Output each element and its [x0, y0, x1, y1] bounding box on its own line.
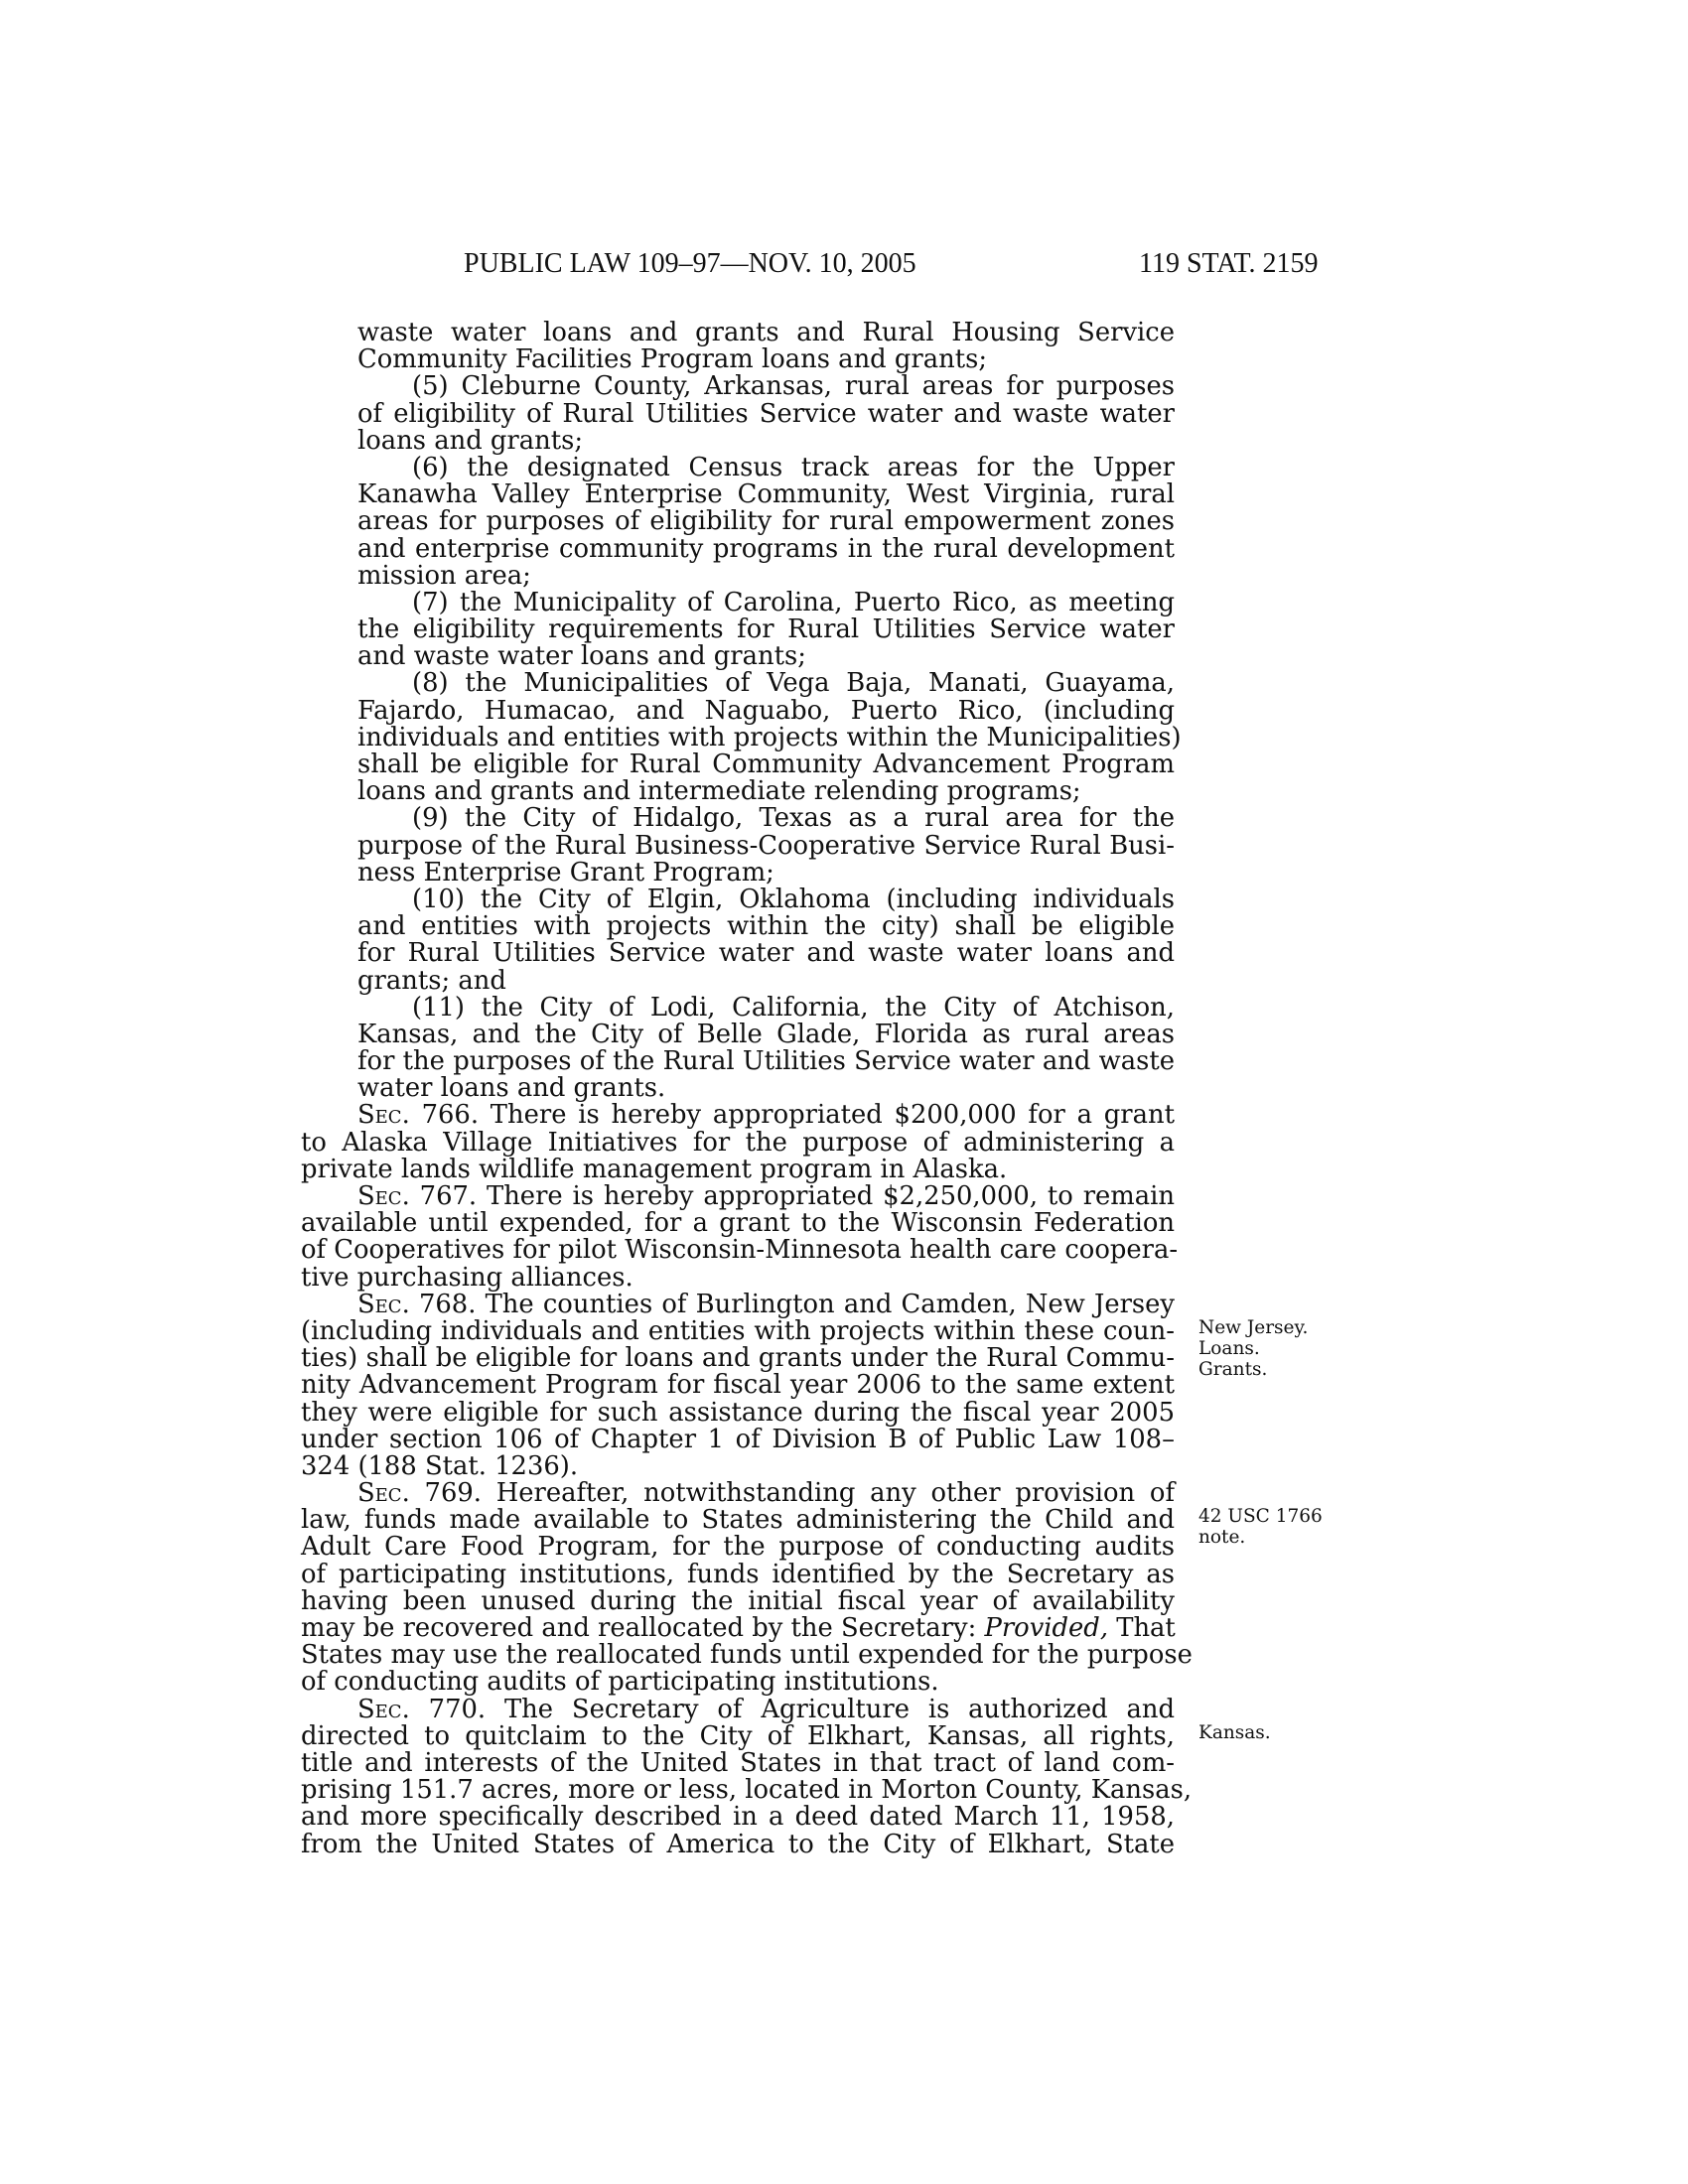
proviso-italic: Provided,: [984, 1613, 1109, 1643]
proviso-pre: may be recovered and reallocated by the Secretary:: [301, 1613, 985, 1643]
text-line: of conducting audits of participating institutions.: [301, 1667, 939, 1698]
section-768-heading-line: [301, 1289, 1175, 1319]
text-line: prising 151.7 acres, more or less, located in Morton County, Kansas,: [301, 1775, 1193, 1806]
text-line: (9) the City of Hidalgo, Texas as a rural area for the: [412, 803, 1175, 834]
text-line: Adult Care Food Program, for the purpose of conducting audits: [301, 1532, 1175, 1563]
text-line: available until expended, for a grant to the Wisconsin Federation: [301, 1208, 1175, 1239]
sec-label: Sec.: [357, 1100, 410, 1131]
text-line: 324 (188 Stat. 1236).: [301, 1450, 579, 1481]
sec-text: 767. There is hereby appropriated $2,250,000, to remain: [409, 1181, 1175, 1211]
text-line: shall be eligible for Rural Community Advancement Program: [357, 750, 1175, 779]
proviso-line: [301, 1615, 1175, 1642]
text-line: having been unused during the initial fiscal year of availability: [301, 1585, 1175, 1616]
sec-text: 768. The counties of Burlington and Camden, New Jersey: [409, 1289, 1175, 1319]
text-line: and waste water loans and grants;: [357, 641, 806, 672]
running-header-title: PUBLIC LAW 109–97—NOV. 10, 2005: [464, 248, 916, 279]
text-line: and entities with projects within the city) shall be eligible: [357, 911, 1175, 942]
text-line: for the purposes of the Rural Utilities Service water and waste: [357, 1046, 1175, 1077]
text-line: (6) the designated Census track areas for the Upper: [412, 452, 1175, 482]
text-line: of Cooperatives for pilot Wisconsin-Minnesota health care coopera-: [301, 1235, 1179, 1266]
text-line: law, funds made available to States administering the Child and: [301, 1505, 1175, 1536]
text-line: nity Advancement Program for fiscal year 2006 to the same extent: [301, 1370, 1175, 1401]
text-line: and enterprise community programs in the rural development: [357, 533, 1175, 564]
sec-label: Sec.: [357, 1289, 410, 1319]
text-line: Fajardo, Humacao, and Naguabo, Puerto Rico, (including: [357, 695, 1175, 726]
text-line: (including individuals and entities with projects within these coun-: [301, 1315, 1175, 1346]
margin-note-line: Loans.: [1198, 1338, 1260, 1359]
section-766-heading-line: [301, 1102, 1175, 1129]
sec-text: 766. There is hereby appropriated $200,000 for a grant: [409, 1100, 1175, 1131]
running-header-stat-page: 119 STAT. 2159: [1139, 248, 1319, 279]
text-line: (7) the Municipality of Carolina, Puerto Rico, as meeting: [412, 587, 1175, 617]
sec-label: Sec.: [357, 1181, 410, 1211]
sec-text: 769. Hereafter, notwithstanding any other provision of: [409, 1478, 1175, 1509]
margin-note-line: Grants.: [1198, 1359, 1268, 1380]
body-text: [301, 318, 1193, 1859]
text-line: from the United States of America to the City of Elkhart, State: [301, 1829, 1175, 1859]
sec-label: Sec.: [357, 1694, 410, 1724]
text-line: ness Enterprise Grant Program;: [357, 857, 774, 887]
text-line: (8) the Municipalities of Vega Baja, Manati, Guayama,: [412, 668, 1175, 699]
margin-note-line: New Jersey.: [1198, 1317, 1309, 1338]
text-line: mission area;: [357, 560, 531, 591]
margin-note-line: 42 USC 1766: [1198, 1506, 1323, 1527]
proviso-post: That: [1108, 1613, 1176, 1643]
text-line: of participating institutions, funds identified by the Secretary as: [301, 1559, 1175, 1589]
text-line: purpose of the Rural Business-Cooperative Service Rural Busi-: [357, 830, 1175, 861]
text-line: grants; and: [357, 965, 506, 996]
text-line: Kanawha Valley Enterprise Community, West Virginia, rural: [357, 479, 1175, 510]
text-line: States may use the reallocated funds until expended for the purpose: [301, 1640, 1193, 1671]
text-line: tive purchasing alliances.: [301, 1262, 633, 1293]
text-line: waste water loans and grants and Rural Housing Service: [357, 318, 1175, 347]
text-line: for Rural Utilities Service water and waste water loans and: [357, 938, 1175, 969]
text-line: they were eligible for such assistance during the fiscal year 2005: [301, 1397, 1175, 1428]
text-line: (10) the City of Elgin, Oklahoma (including individuals: [412, 884, 1175, 914]
text-line: under section 106 of Chapter 1 of Division B of Public Law 108–: [301, 1424, 1175, 1454]
text-line: the eligibility requirements for Rural Utilities Service water: [357, 614, 1175, 645]
section-769-heading-line: [301, 1480, 1175, 1507]
margin-note-line: note.: [1198, 1527, 1246, 1548]
sec-text: 770. The Secretary of Agriculture is authorized and: [409, 1694, 1175, 1724]
text-line: private lands wildlife management program in Alaska.: [301, 1154, 1008, 1184]
text-line: Kansas, and the City of Belle Glade, Florida as rural areas: [357, 1019, 1175, 1049]
text-line: Community Facilities Program loans and grants;: [357, 344, 988, 375]
text-line: ties) shall be eligible for loans and grants under the Rural Commu-: [301, 1343, 1175, 1374]
section-770-heading-line: [301, 1694, 1175, 1724]
text-line: directed to quitclaim to the City of Elkhart, Kansas, all rights,: [301, 1720, 1175, 1751]
text-line: areas for purposes of eligibility for rural empowerment zones: [357, 506, 1175, 537]
text-line: water loans and grants.: [357, 1073, 666, 1104]
margin-note-new-jersey: [1198, 1317, 1357, 1380]
text-line: and more specifically described in a deed dated March 11, 1958,: [301, 1802, 1175, 1833]
margin-note-usc: [1198, 1506, 1357, 1548]
text-line: individuals and entities with projects within the Municipalities): [357, 722, 1182, 752]
section-767-heading-line: [301, 1183, 1175, 1210]
text-line: loans and grants;: [357, 425, 584, 456]
text-line: (5) Cleburne County, Arkansas, rural areas for purposes: [412, 371, 1175, 402]
text-line: of eligibility of Rural Utilities Service water and waste water: [357, 398, 1175, 429]
text-line: title and interests of the United States in that tract of land com-: [301, 1747, 1175, 1778]
margin-note-line: Kansas.: [1198, 1722, 1271, 1743]
sec-label: Sec.: [357, 1478, 410, 1509]
text-line: to Alaska Village Initiatives for the purpose of administering a: [301, 1127, 1175, 1158]
text-line: loans and grants and intermediate relending programs;: [357, 776, 1081, 807]
margin-note-kansas: [1198, 1722, 1357, 1743]
text-line: (11) the City of Lodi, California, the City of Atchison,: [412, 992, 1175, 1023]
